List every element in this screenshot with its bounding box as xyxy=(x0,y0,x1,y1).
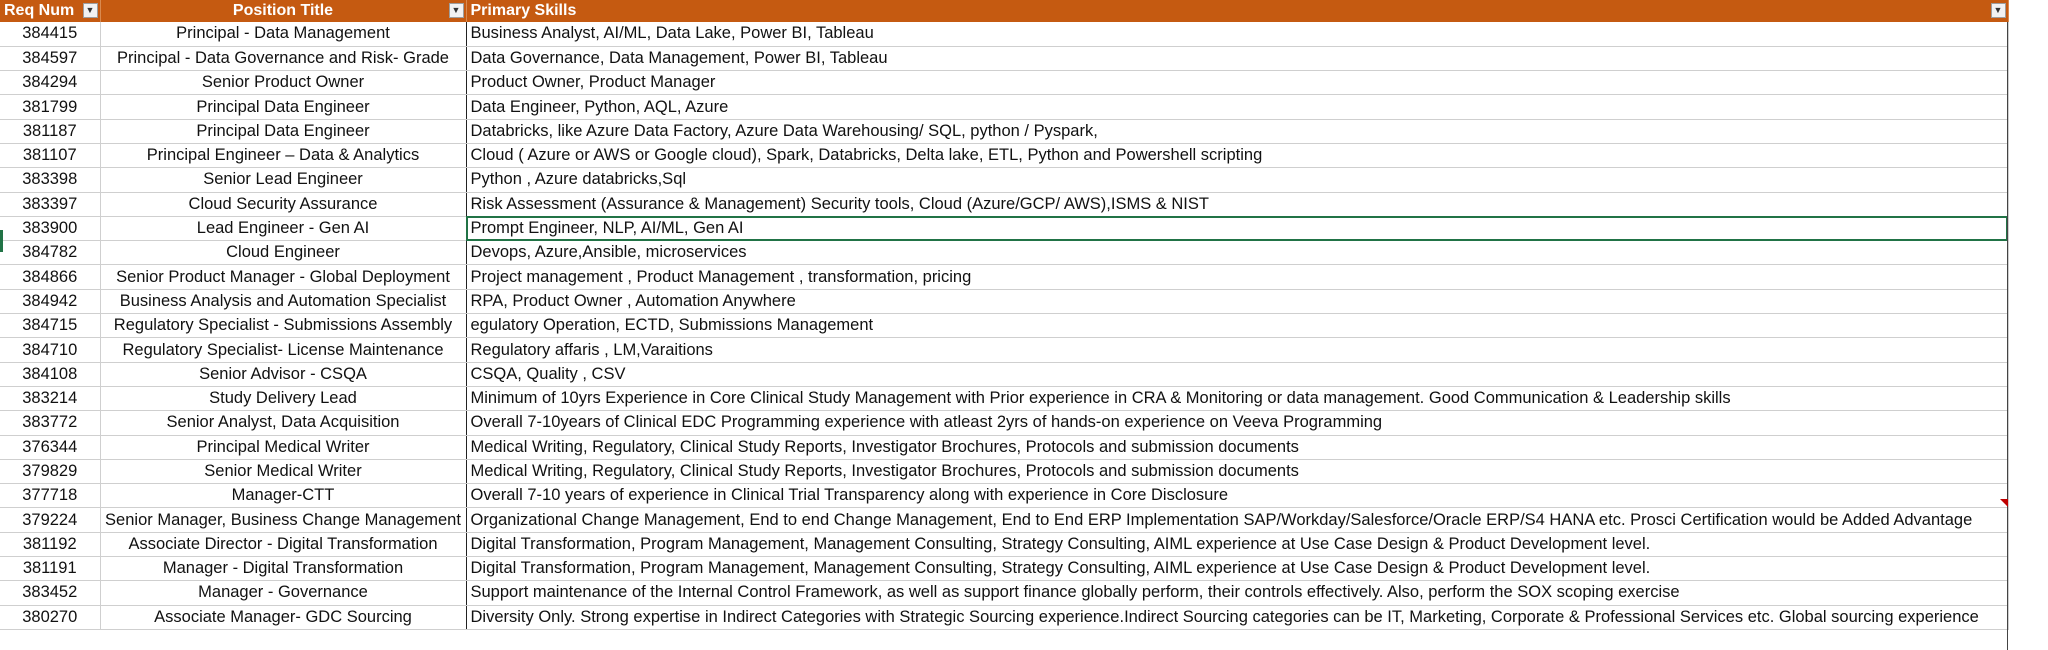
position-title-cell[interactable]: Principal Data Engineer xyxy=(100,95,466,119)
req-num-cell[interactable]: 383772 xyxy=(0,411,100,435)
position-title-cell[interactable]: Manager - Governance xyxy=(100,581,466,605)
table-row[interactable] xyxy=(0,95,2008,119)
position-title-cell[interactable]: Manager - Digital Transformation xyxy=(100,557,466,581)
table-row[interactable] xyxy=(0,581,2008,605)
position-title-cell[interactable]: Cloud Security Assurance xyxy=(100,192,466,216)
header-req-num[interactable] xyxy=(0,0,100,22)
req-num-cell[interactable]: 379829 xyxy=(0,459,100,483)
req-num-cell[interactable]: 383398 xyxy=(0,168,100,192)
primary-skills-cell[interactable]: Python , Azure databricks,Sql xyxy=(466,168,2008,192)
primary-skills-cell[interactable]: Databricks, like Azure Data Factory, Azure Data Warehousing/ SQL, python / Pyspark, xyxy=(466,119,2008,143)
position-title-cell[interactable]: Cloud Engineer xyxy=(100,241,466,265)
primary-skills-cell[interactable]: Overall 7-10 years of experience in Clinical Trial Transparency along with experience in Core Disclosure xyxy=(466,484,2008,508)
position-title-cell[interactable]: Senior Lead Engineer xyxy=(100,168,466,192)
req-num-cell[interactable]: 383214 xyxy=(0,386,100,410)
table-row[interactable] xyxy=(0,46,2008,70)
table-row[interactable] xyxy=(0,532,2008,556)
primary-skills-cell[interactable]: Data Governance, Data Management, Power BI, Tableau xyxy=(466,46,2008,70)
req-num-cell[interactable]: 383900 xyxy=(0,216,100,240)
req-num-cell[interactable]: 381107 xyxy=(0,143,100,167)
req-num-cell[interactable]: 384942 xyxy=(0,289,100,313)
primary-skills-cell[interactable]: Digital Transformation, Program Management, Management Consulting, Strategy Consulting, AIML experience at Use Case Design & Product Development level. xyxy=(466,557,2008,581)
filter-dropdown-icon[interactable]: ▼ xyxy=(83,3,98,18)
table-row[interactable] xyxy=(0,338,2008,362)
primary-skills-cell[interactable]: Regulatory affaris , LM,Varaitions xyxy=(466,338,2008,362)
req-num-cell[interactable]: 383397 xyxy=(0,192,100,216)
header-primary-skills[interactable] xyxy=(466,0,2008,22)
primary-skills-cell[interactable]: Business Analyst, AI/ML, Data Lake, Power BI, Tableau xyxy=(466,22,2008,46)
position-title-cell[interactable]: Study Delivery Lead xyxy=(100,386,466,410)
position-title-cell[interactable]: Senior Analyst, Data Acquisition xyxy=(100,411,466,435)
primary-skills-cell[interactable]: Risk Assessment (Assurance & Management) Security tools, Cloud (Azure/GCP/ AWS),ISMS & NIST xyxy=(466,192,2008,216)
req-num-cell[interactable]: 377718 xyxy=(0,484,100,508)
primary-skills-cell[interactable]: RPA, Product Owner , Automation Anywhere xyxy=(466,289,2008,313)
req-num-cell[interactable]: 384866 xyxy=(0,265,100,289)
primary-skills-cell[interactable]: Medical Writing, Regulatory, Clinical Study Reports, Investigator Brochures, Protocols and submission documents xyxy=(466,459,2008,483)
position-title-cell[interactable]: Principal Engineer – Data & Analytics xyxy=(100,143,466,167)
req-num-cell[interactable]: 379224 xyxy=(0,508,100,532)
req-num-cell[interactable]: 384294 xyxy=(0,71,100,95)
table-row[interactable] xyxy=(0,192,2008,216)
primary-skills-cell[interactable]: CSQA, Quality , CSV xyxy=(466,362,2008,386)
table-row[interactable] xyxy=(0,265,2008,289)
comment-indicator-icon[interactable] xyxy=(2000,499,2008,507)
table-row[interactable] xyxy=(0,435,2008,459)
header-row xyxy=(0,0,2008,22)
position-title-cell[interactable]: Lead Engineer - Gen AI xyxy=(100,216,466,240)
primary-skills-cell[interactable]: Overall 7-10years of Clinical EDC Programming experience with atleast 2yrs of hands-on experience on Veeva Programming xyxy=(466,411,2008,435)
position-title-cell[interactable]: Manager-CTT xyxy=(100,484,466,508)
req-num-cell[interactable]: 376344 xyxy=(0,435,100,459)
table-row[interactable] xyxy=(0,143,2008,167)
req-num-cell[interactable]: 384597 xyxy=(0,46,100,70)
primary-skills-cell[interactable]: Cloud ( Azure or AWS or Google cloud), Spark, Databricks, Delta lake, ETL, Python and Powershell scripting xyxy=(466,143,2008,167)
table-row[interactable] xyxy=(0,22,2008,46)
position-title-cell[interactable]: Regulatory Specialist - Submissions Assembly xyxy=(100,314,466,338)
table-row[interactable] xyxy=(0,289,2008,313)
req-num-cell[interactable]: 384782 xyxy=(0,241,100,265)
header-primary-skills-label: Primary Skills xyxy=(470,2,577,19)
header-position-title[interactable] xyxy=(100,0,466,22)
position-title-cell[interactable]: Senior Product Manager - Global Deployment xyxy=(100,265,466,289)
req-num-cell[interactable]: 384715 xyxy=(0,314,100,338)
req-num-cell[interactable]: 384415 xyxy=(0,22,100,46)
table-row[interactable] xyxy=(0,459,2008,483)
table-row[interactable] xyxy=(0,386,2008,410)
table-row[interactable] xyxy=(0,605,2008,629)
primary-skills-cell[interactable]: egulatory Operation, ECTD, Submissions Management xyxy=(466,314,2008,338)
primary-skills-cell[interactable]: Organizational Change Management, End to end Change Management, End to End ERP Implementation SAP/Workday/Salesforce/Oracle ERP/S4 HANA etc. Prosci Certification would be Added Advantage xyxy=(466,508,2008,532)
primary-skills-cell[interactable]: Minimum of 10yrs Experience in Core Clinical Study Management with Prior experience in CRA & Monitoring or data management. Good Communication & Leadership skills xyxy=(466,386,2008,410)
req-num-cell[interactable]: 380270 xyxy=(0,605,100,629)
table-row[interactable] xyxy=(0,71,2008,95)
req-num-cell[interactable]: 381192 xyxy=(0,532,100,556)
table-row[interactable] xyxy=(0,484,2008,508)
req-num-cell[interactable]: 381191 xyxy=(0,557,100,581)
filter-dropdown-icon[interactable]: ▼ xyxy=(1991,3,2006,18)
table-row[interactable] xyxy=(0,119,2008,143)
position-title-cell[interactable]: Associate Director - Digital Transformation xyxy=(100,532,466,556)
filter-dropdown-icon[interactable]: ▼ xyxy=(449,3,464,18)
req-num-cell[interactable]: 384710 xyxy=(0,338,100,362)
position-title-cell[interactable]: Senior Medical Writer xyxy=(100,459,466,483)
position-title-cell[interactable]: Senior Manager, Business Change Management xyxy=(100,508,466,532)
primary-skills-cell[interactable]: Devops, Azure,Ansible, microservices xyxy=(466,241,2008,265)
header-req-num-label: Req Num xyxy=(4,2,75,19)
table-row[interactable] xyxy=(0,216,2008,240)
primary-skills-cell[interactable]: Support maintenance of the Internal Control Framework, as well as support finance globally perform, their controls effectively. Also, perform the SOX scoping exercise xyxy=(466,581,2008,605)
table-row[interactable] xyxy=(0,241,2008,265)
position-title-cell[interactable]: Associate Manager- GDC Sourcing xyxy=(100,605,466,629)
primary-skills-cell[interactable]: Data Engineer, Python, AQL, Azure xyxy=(466,95,2008,119)
req-num-cell[interactable]: 384108 xyxy=(0,362,100,386)
primary-skills-cell[interactable]: Product Owner, Product Manager xyxy=(466,71,2008,95)
req-num-cell[interactable]: 381187 xyxy=(0,119,100,143)
table-row[interactable] xyxy=(0,314,2008,338)
primary-skills-cell[interactable]: Prompt Engineer, NLP, AI/ML, Gen AI xyxy=(466,216,2008,240)
position-title-cell[interactable]: Senior Advisor - CSQA xyxy=(100,362,466,386)
position-title-cell[interactable]: Business Analysis and Automation Specialist xyxy=(100,289,466,313)
position-title-cell[interactable]: Senior Product Owner xyxy=(100,71,466,95)
req-num-cell[interactable]: 381799 xyxy=(0,95,100,119)
position-title-cell[interactable]: Principal Data Engineer xyxy=(100,119,466,143)
table-row[interactable] xyxy=(0,168,2008,192)
table-row[interactable] xyxy=(0,508,2008,532)
table-row[interactable] xyxy=(0,362,2008,386)
primary-skills-cell[interactable]: Digital Transformation, Program Management, Management Consulting, Strategy Consulting, AIML experience at Use Case Design & Product Development level. xyxy=(466,532,2008,556)
primary-skills-cell[interactable]: Diversity Only. Strong expertise in Indirect Categories with Strategic Sourcing experience.Indirect Sourcing categories can be IT, Marketing, Corporate & Professional Services etc. Global sourcing experience xyxy=(466,605,2008,629)
table-right-border xyxy=(2007,22,2008,650)
req-num-cell[interactable]: 383452 xyxy=(0,581,100,605)
active-row-marker xyxy=(0,230,3,252)
header-position-title-label: Position Title xyxy=(232,2,334,19)
table-row[interactable] xyxy=(0,411,2008,435)
position-title-cell[interactable]: Principal - Data Management xyxy=(100,22,466,46)
position-title-cell[interactable]: Principal Medical Writer xyxy=(100,435,466,459)
primary-skills-cell[interactable]: Medical Writing, Regulatory, Clinical Study Reports, Investigator Brochures, Protocols and submission documents xyxy=(466,435,2008,459)
position-title-cell[interactable]: Principal - Data Governance and Risk- Grade xyxy=(100,46,466,70)
table-row[interactable] xyxy=(0,557,2008,581)
primary-skills-cell[interactable]: Project management , Product Management , transformation, pricing xyxy=(466,265,2008,289)
position-title-cell[interactable]: Regulatory Specialist- License Maintenance xyxy=(100,338,466,362)
